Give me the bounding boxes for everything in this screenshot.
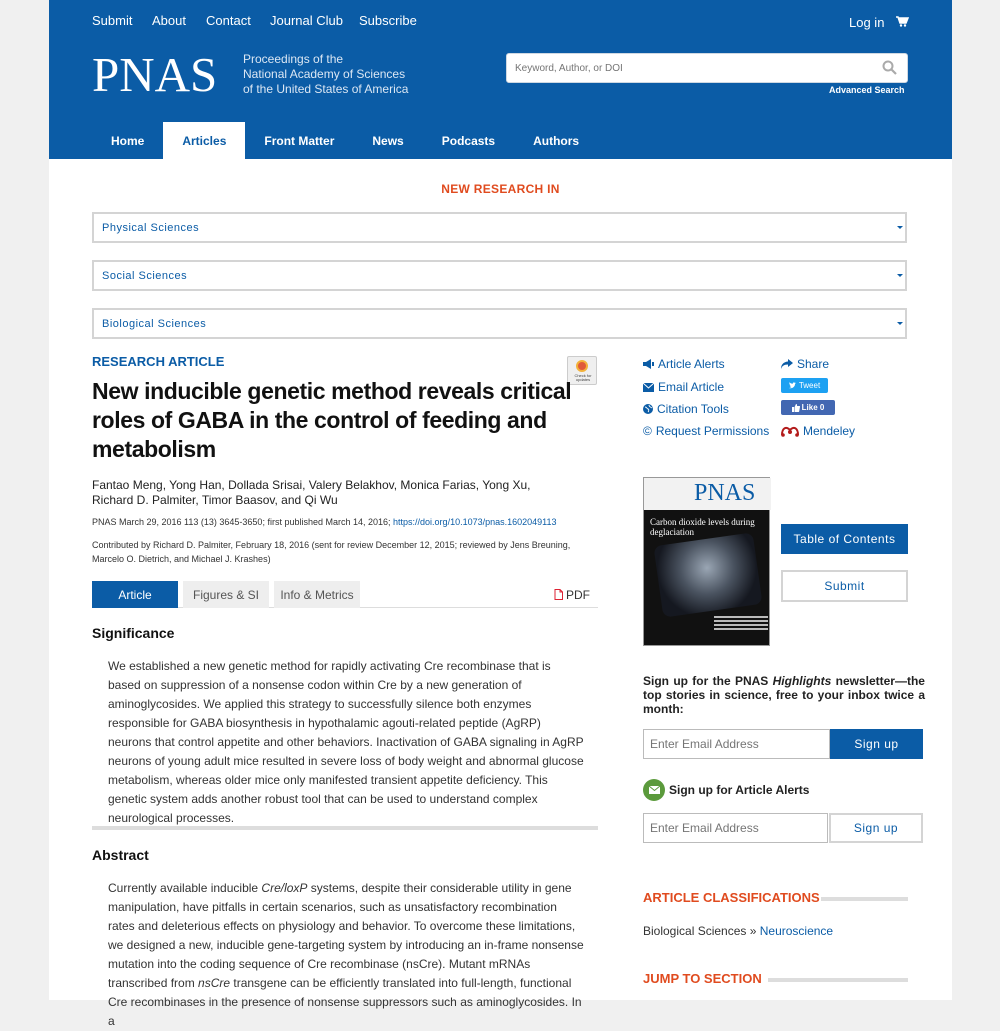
abstract-part: transgene can be efficiently translated into full-length, functional Cre recombinases in the presence of nonsense suppressors such as aminoglycosides. In a (108, 976, 582, 1028)
author-list[interactable]: Fantao Meng, Yong Han, Dollada Srisai, Valery Belakhov, Monica Farias, Yong Xu, Richard D. Palmiter, Timor Baasov, and Qi Wu (92, 478, 531, 507)
nav-tab-home[interactable]: Home (111, 133, 145, 148)
abstract-part: systems, despite their considerable utility in gene manipulation, have pitfalls in certain scenarios, such as unsatisfactory recombination rates and deleterious effects on physiology and behavior. To overcome these limitations, we designed a new, inducible gene-targeting system by introducing an in-frame nonsense mutation into the coding sequence of Cre recombinase (nsCre). Mutant mRNAs transcribed from (108, 881, 584, 990)
copyright-icon: © (643, 424, 652, 438)
classification-separator: » (746, 924, 760, 938)
abstract-heading: Abstract (92, 847, 149, 863)
select-biological-sciences[interactable] (92, 308, 907, 339)
classification-text: Biological Sciences (643, 924, 747, 938)
significance-heading: Significance (92, 625, 175, 641)
highlights-text-italic: Highlights (772, 674, 832, 688)
tab-info-metrics[interactable]: Info & Metrics (274, 581, 360, 608)
submit-button[interactable]: Submit (781, 570, 908, 602)
cover-artwork (653, 532, 762, 617)
crossmark-icon (576, 360, 588, 372)
classification-link[interactable]: Neuroscience (759, 924, 834, 938)
abstract-text (108, 879, 586, 1031)
nav-tab-front-matter[interactable]: Front Matter (264, 133, 335, 148)
tab-figures-si[interactable]: Figures & SI (183, 581, 269, 608)
share-label: Request Permissions (655, 424, 770, 438)
select-label: Social Sciences (102, 269, 188, 282)
jump-to-section-heading: JUMP TO SECTION (643, 971, 762, 986)
search-box (506, 53, 908, 83)
pdf-icon (554, 589, 563, 600)
abstract-part: Currently available inducible (108, 881, 262, 895)
tagline-line: of the United States of America (243, 82, 409, 96)
caret-down-icon (897, 274, 903, 277)
request-permissions-link[interactable] (643, 424, 769, 438)
envelope-icon (643, 779, 665, 801)
significance-text: We established a new genetic method for rapidly activating Cre recombinase that is based on suppression of a nonsense codon within Cre by a new generation of aminoglycosides. We applied this strategy to successfully silence both enzymes responsible for GABA biosynthesis in hypothalamic agouti-related peptide (AgRP) neurons that control appetite and other behaviors. Inactivation of GABA signaling in AgRP neurons of young adult mice resulted in severe loss of body weight and abnormal glucose metabolism, whereas older mice only manifested transient appetite deficiency. This genetic system adds another robust tool that can be used to understand complex neurological processes. (108, 659, 584, 825)
article-tabs (92, 581, 598, 608)
advanced-search-link[interactable]: Advanced Search (829, 85, 905, 95)
megaphone-icon (643, 359, 654, 369)
tweet-label: Tweet (798, 381, 821, 390)
share-link[interactable] (781, 357, 829, 371)
abstract-italic: Cre/loxP (261, 881, 308, 895)
contributed-note: Contributed by Richard D. Palmiter, February 18, 2016 (sent for review December 12, 2015; reviewed by Jens Breuning, Marcelo O. Dietrich, and Michael J. Krashes) (92, 540, 571, 564)
tweet-button[interactable] (781, 378, 828, 393)
journal-tagline (243, 52, 408, 97)
share-label: Article Alerts (658, 357, 725, 371)
citation-text: PNAS March 29, 2016 113 (13) 3645-3650; first published March 14, 2016; (92, 517, 391, 527)
heading-rule (821, 897, 908, 901)
util-link-contact[interactable]: Contact (206, 13, 251, 28)
twitter-icon (789, 382, 797, 389)
citation-line (92, 517, 602, 527)
page (49, 0, 952, 1028)
article-type-label: RESEARCH ARTICLE (92, 354, 225, 369)
site-header (49, 0, 952, 159)
share-icon (781, 359, 793, 369)
nav-tab-authors[interactable]: Authors (533, 133, 580, 148)
cart-icon[interactable] (896, 14, 908, 32)
classification-line (643, 924, 833, 938)
nav-tab-podcasts[interactable]: Podcasts (441, 133, 496, 148)
highlights-signup-text (643, 674, 925, 716)
new-research-heading: NEW RESEARCH IN (441, 182, 560, 196)
share-label: Share (797, 357, 830, 371)
search-input[interactable] (507, 54, 867, 82)
highlights-email-input[interactable] (643, 729, 830, 759)
article-classifications-heading: ARTICLE CLASSIFICATIONS (643, 890, 820, 905)
util-link-about[interactable]: About (152, 13, 186, 28)
alerts-heading-text: Sign up for Article Alerts (669, 783, 810, 797)
caret-down-icon (897, 322, 903, 325)
alerts-email-input[interactable] (643, 813, 828, 843)
pdf-label: PDF (566, 587, 590, 602)
like-label: Like 0 (801, 403, 825, 412)
section-divider (92, 826, 598, 830)
highlights-text-part: newsletter—the top stories in science, free to your inbox twice a month: (643, 674, 925, 716)
doi-link[interactable]: https://doi.org/10.1073/pnas.1602049113 (393, 517, 557, 527)
article-alerts-link[interactable] (643, 357, 725, 371)
heading-rule (768, 978, 908, 982)
mendeley-icon (781, 425, 799, 437)
select-physical-sciences[interactable] (92, 212, 907, 243)
envelope-icon (643, 383, 654, 392)
thumbs-up-icon (792, 404, 800, 412)
login-link[interactable]: Log in (849, 15, 885, 30)
util-link-journal-club[interactable]: Journal Club (270, 13, 343, 28)
cover-headline: Carbon dioxide levels during deglaciation (650, 517, 755, 537)
select-social-sciences[interactable] (92, 260, 907, 291)
util-link-submit[interactable]: Submit (92, 13, 133, 28)
share-label: Email Article (658, 380, 725, 394)
table-of-contents-button[interactable]: Table of Contents (781, 524, 908, 554)
tab-article[interactable]: Article (92, 581, 178, 608)
select-label: Biological Sciences (102, 317, 207, 330)
check-updates-text: Check for updates (574, 373, 592, 382)
globe-icon (643, 404, 653, 414)
pnas-logo[interactable]: PNAS (92, 47, 218, 102)
like-button[interactable] (781, 400, 835, 415)
highlights-text-part: Sign up for the PNAS (643, 674, 773, 688)
share-label: Mendeley (803, 424, 856, 438)
journal-cover-image[interactable] (643, 477, 770, 646)
mendeley-link[interactable] (781, 424, 855, 438)
email-article-link[interactable] (643, 380, 724, 394)
article-alerts-signup-heading (643, 779, 809, 801)
pdf-link[interactable] (554, 581, 598, 608)
tagline-line: National Academy of Sciences (243, 67, 406, 81)
share-label: Citation Tools (657, 402, 729, 416)
abstract-italic: nsCre (198, 976, 231, 990)
caret-down-icon (897, 226, 903, 229)
highlights-signup-button[interactable]: Sign up (830, 729, 923, 759)
alerts-signup-button[interactable]: Sign up (829, 813, 923, 843)
select-label: Physical Sciences (102, 221, 200, 234)
tagline-line: Proceedings of the (243, 52, 344, 66)
citation-tools-link[interactable] (643, 402, 729, 416)
cover-logo: PNAS (694, 480, 756, 506)
article-title: New inducible genetic method reveals critical roles of GABA in the control of feeding and metabolism (92, 378, 572, 462)
nav-tab-news[interactable]: News (372, 133, 404, 148)
search-icon[interactable] (882, 60, 897, 80)
main-nav (92, 122, 598, 159)
util-link-subscribe[interactable]: Subscribe (359, 13, 417, 28)
cover-contents-lines (714, 614, 768, 632)
nav-tab-articles[interactable]: Articles (163, 122, 245, 159)
